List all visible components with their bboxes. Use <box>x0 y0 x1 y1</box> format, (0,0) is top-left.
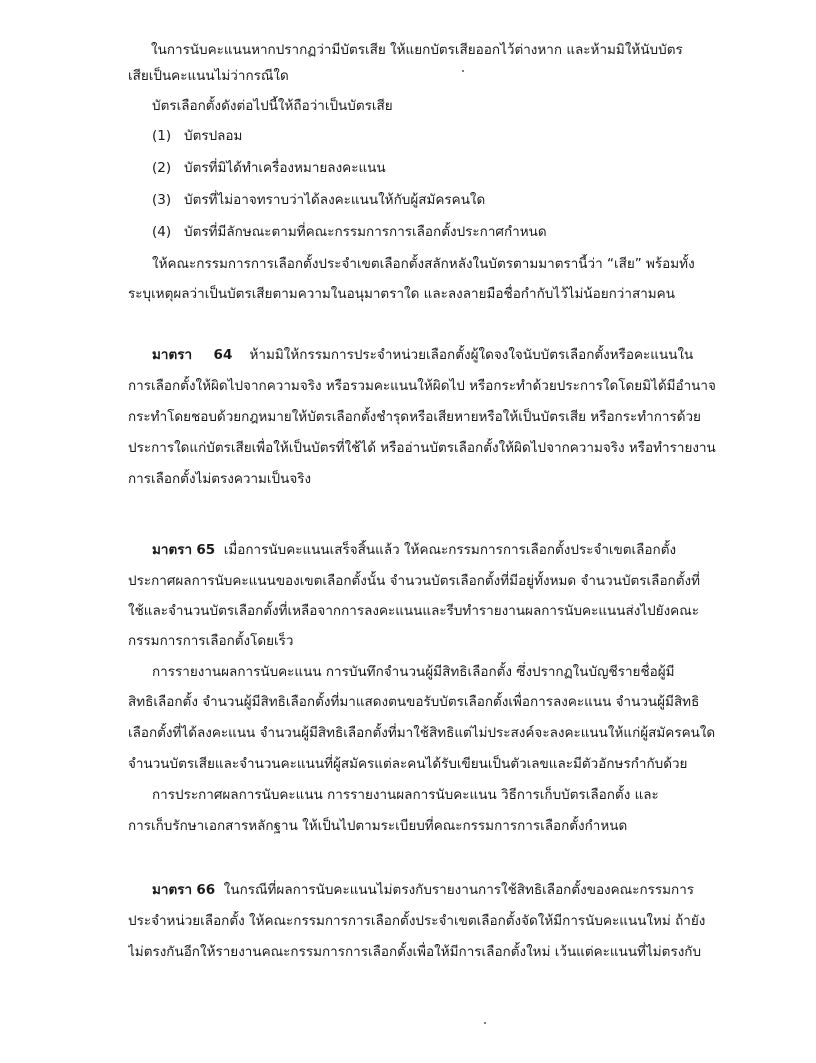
scan-speck <box>484 1022 486 1024</box>
paragraph-line: เสียเป็นคะแนนไม่ว่ากรณีใด <box>128 68 289 84</box>
list-item <box>152 222 728 242</box>
paragraph-line: เลือกตั้งที่ได้ลงคะแนน จำนวนผู้มีสิทธิเลือกตั้งที่มาใช้สิทธิแต่ไม่ประสงค์จะลงคะแนนให้แก่ผู้สมัครคนใด <box>128 725 716 741</box>
section-65-line <box>152 540 728 560</box>
paragraph-line: สิทธิเลือกตั้ง จำนวนผู้มีสิทธิเลือกตั้งที่มาแสดงตนขอรับบัตรเลือกตั้งเพื่อการลงคะแนน จำนวนผู้มีสิทธิ <box>128 694 700 710</box>
list-text: บัตรที่ไม่อาจทราบว่าได้ลงคะแนนให้กับผู้สมัครคนใด <box>184 192 486 208</box>
list-text: บัตรที่มีลักษณะตามที่คณะกรรมการการเลือกตั้งประกาศกำหนด <box>184 224 547 240</box>
paragraph-line: ประกาศผลการนับคะแนนของเขตเลือกตั้งนั้น จำนวนบัตรเลือกตั้งที่มีอยู่ทั้งหมด จำนวนบัตรเลือกตั้งที่ <box>128 573 700 589</box>
list-number: (4) <box>152 224 172 240</box>
list-number: (1) <box>152 128 172 144</box>
paragraph-line: ไม่ตรงกันอีกให้รายงานคณะกรรมการการเลือกตั้งเพื่อให้มีการเลือกตั้งใหม่ เว้นแต่คะแนนที่ไม่ตรงกับ <box>128 944 702 960</box>
paragraph-line: จำนวนบัตรเสียและจำนวนคะแนนที่ผู้สมัครแต่ละคนได้รับเขียนเป็นตัวเลขและมีตัวอักษรกำกับด้วย <box>128 756 688 772</box>
paragraph-line: การประกาศผลการนับคะแนน การรายงานผลการนับคะแนน วิธีการเก็บบัตรเลือกตั้ง และ <box>152 787 659 803</box>
list-text: บัตรที่มิได้ทำเครื่องหมายลงคะแนน <box>184 160 386 176</box>
paragraph-line: การเลือกตั้งไม่ตรงความเป็นจริง <box>128 471 312 487</box>
paragraph-line: กรรมการการเลือกตั้งโดยเร็ว <box>128 633 294 649</box>
section-text: ในกรณีที่ผลการนับคะแนนไม่ตรงกับรายงานการใช้สิทธิเลือกตั้งของคณะกรรมการ <box>223 882 695 898</box>
paragraph-line: กระทำโดยชอบด้วยกฎหมายให้บัตรเลือกตั้งชำรุดหรือเสียหายหรือให้เป็นบัตรเสีย หรือกระทำการด้วย <box>128 409 701 425</box>
section-66-line <box>152 880 728 900</box>
paragraph-line: การเก็บรักษาเอกสารหลักฐาน ให้เป็นไปตามระเบียบที่คณะกรรมการการเลือกตั้งกำหนด <box>128 818 628 834</box>
list-item <box>152 158 728 178</box>
paragraph-line: ในการนับคะแนนหากปรากฏว่ามีบัตรเสีย ให้แยกบัตรเสียออกไว้ต่างหาก และห้ามมิให้นับบัตร <box>151 42 683 58</box>
list-item <box>152 190 728 210</box>
list-item <box>152 126 728 146</box>
list-text: บัตรปลอม <box>184 128 243 144</box>
paragraph-line: ใช้และจำนวนบัตรเลือกตั้งที่เหลือจากการลงคะแนนและรีบทำรายงานผลการนับคะแนนส่งไปยังคณะ <box>128 603 699 619</box>
section-text: ห้ามมิให้กรรมการประจำหน่วยเลือกตั้งผู้ใดจงใจนับบัตรเลือกตั้งหรือคะแนนใน <box>249 347 694 363</box>
list-number: (2) <box>152 160 172 176</box>
paragraph-line: การรายงานผลการนับคะแนน การบันทึกจำนวนผู้มีสิทธิเลือกตั้ง ซึ่งปรากฏในบัญชีรายชื่อผู้มี <box>152 664 675 680</box>
section-number: 66 <box>196 882 216 898</box>
section-number: 65 <box>196 542 216 558</box>
paragraph-line: ประการใดแก่บัตรเสียเพื่อให้เป็นบัตรที่ใช้ได้ หรืออ่านบัตรเลือกตั้งให้ผิดไปจากความจริง หรือทำรายงาน <box>128 440 716 456</box>
scan-speck <box>462 70 464 72</box>
section-heading: มาตรา <box>152 882 193 898</box>
section-64-line <box>152 345 728 365</box>
section-heading: มาตรา <box>152 542 193 558</box>
list-number: (3) <box>152 192 172 208</box>
paragraph-line: บัตรเลือกตั้งดังต่อไปนี้ให้ถือว่าเป็นบัตรเสีย <box>152 98 393 114</box>
paragraph-line: การเลือกตั้งให้ผิดไปจากความจริง หรือรวมคะแนนให้ผิดไป หรือกระทำด้วยประการใดโดยมิได้มีอำนาจ <box>128 378 716 394</box>
section-heading: มาตรา <box>152 347 193 363</box>
section-text: เมื่อการนับคะแนนเสร็จสิ้นแล้ว ให้คณะกรรมการการเลือกตั้งประจำเขตเลือกตั้ง <box>223 542 677 558</box>
paragraph-line: ระบุเหตุผลว่าเป็นบัตรเสียตามความในอนุมาตราใด และลงลายมือชื่อกำกับไว้ไม่น้อยกว่าสามคน <box>128 286 675 302</box>
paragraph-line: ประจำหน่วยเลือกตั้ง ให้คณะกรรมการการเลือกตั้งประจำเขตเลือกตั้งจัดให้มีการนับคะแนนใหม่ ถ้ายัง <box>128 913 706 929</box>
paragraph-line: ให้คณะกรรมการการเลือกตั้งประจำเขตเลือกตั้งสลักหลังในบัตรตามมาตรานี้ว่า “เสีย” พร้อมทั้ง <box>152 256 695 272</box>
section-number: 64 <box>213 347 233 363</box>
